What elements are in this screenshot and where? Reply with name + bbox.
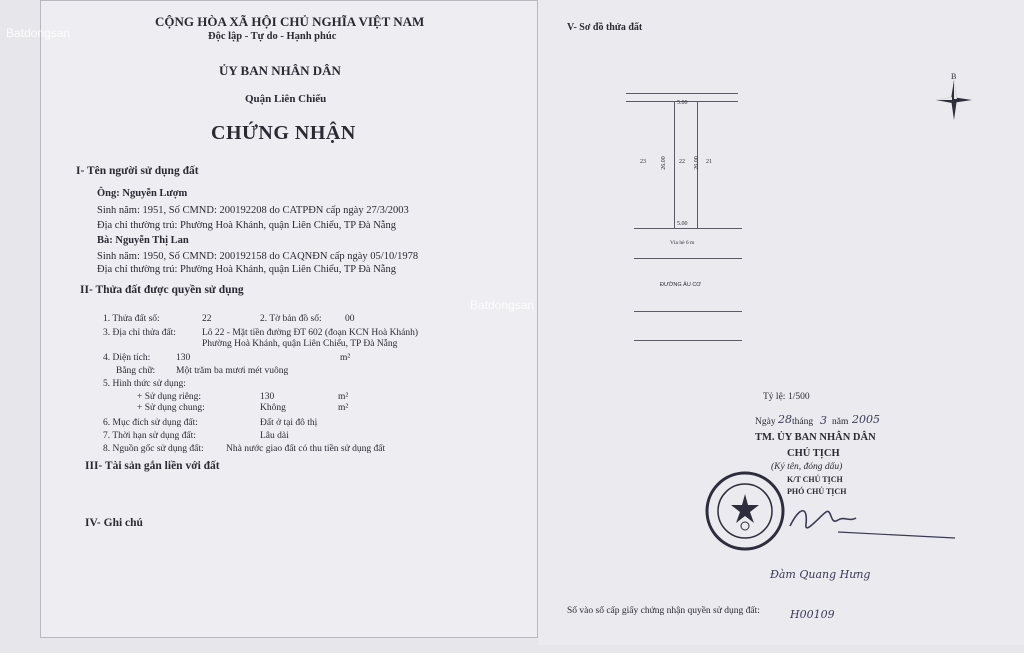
address-label: 3. Địa chỉ thửa đất:: [103, 328, 176, 338]
section-5-heading: V- Sơ đồ thửa đất: [567, 22, 643, 33]
country-header: CỘNG HÒA XÃ HỘI CHỦ NGHĨA VIỆT NAM: [155, 14, 425, 29]
sidewalk-label: Vỉa hè 6 m: [670, 240, 695, 246]
sidewalk-edge: [634, 258, 742, 259]
address-line1: Lô 22 - Mặt tiền đường ĐT 602 (đoạn KCN Hoà Khánh): [202, 328, 419, 338]
term-value: Lâu dài: [260, 431, 289, 441]
scale-value: 1/500: [788, 392, 810, 402]
origin-label: 8. Nguồn gốc sử dụng đất:: [103, 444, 204, 454]
motto: Độc lập - Tự do - Hạnh phúc: [208, 31, 337, 42]
dim-top: 5.00: [677, 100, 688, 106]
handwritten-role-1: K/T CHỦ TỊCH: [787, 475, 843, 484]
owner1-birth: Sinh năm: 1951, Số CMND: 200192208 do CATPĐN cấp ngày 27/3/2003: [97, 205, 409, 216]
lot-left-number: 23: [640, 159, 646, 165]
section-4-heading: IV- Ghi chú: [85, 517, 143, 529]
registry-number: H00109: [790, 608, 835, 621]
committee-title: ỦY BAN NHÂN DÂN: [219, 63, 341, 78]
owner2-birth: Sinh năm: 1950, Số CMND: 200192158 do CAQNĐN cấp ngày 05/10/1978: [97, 251, 419, 262]
private-use-unit: m²: [338, 392, 349, 402]
registry-label: Số vào sổ cấp giấy chứng nhận quyền sử dụng đất:: [567, 606, 760, 616]
dim-left: 26.00: [660, 156, 667, 170]
dim-bottom: 5.00: [677, 221, 688, 227]
purpose-value: Đất ở tại đô thị: [260, 418, 318, 428]
area-label: 4. Diện tích:: [103, 353, 151, 363]
date-month: 3: [820, 414, 827, 427]
date-year-label: năm: [832, 417, 849, 427]
lot-center-number: 22: [679, 159, 685, 165]
lot-right-number: 21: [706, 159, 712, 165]
signature-note: (Ký tên, đóng dấu): [771, 462, 843, 472]
area-words: Một trăm ba mươi mét vuông: [176, 366, 289, 376]
date-prefix: Ngày: [755, 417, 776, 427]
watermark-center: Batdongsan: [470, 298, 535, 312]
owner2-name: Bà: Nguyễn Thị Lan: [97, 235, 189, 246]
use-form-label: 5. Hình thức sử dụng:: [103, 379, 186, 389]
area-value: 130: [176, 353, 191, 363]
signature-org: TM. ỦY BAN NHÂN DÂN: [755, 432, 876, 443]
common-use-unit: m²: [338, 403, 349, 413]
signer-name: Đàm Quang Hưng: [770, 568, 871, 581]
area-words-label: Bằng chữ:: [116, 366, 156, 376]
owner2-address: Địa chỉ thường trú: Phường Hoà Khánh, quận Liên Chiểu, TP Đà Nẵng: [97, 264, 396, 275]
owner1-address: Địa chỉ thường trú: Phường Hoà Khánh, quận Liên Chiểu, TP Đà Nẵng: [97, 220, 396, 231]
map-label: 2. Tờ bản đồ số:: [260, 314, 322, 324]
section-3-heading: III- Tài sản gắn liền với đất: [85, 460, 220, 472]
common-use-value: Không: [260, 403, 286, 413]
date-day: 28: [778, 413, 792, 426]
owner1-name: Ông: Nguyễn Lượm: [97, 188, 188, 199]
road-edge-top: [634, 311, 742, 312]
private-use-value: 130: [260, 392, 275, 402]
dim-right: 26.00: [693, 156, 700, 170]
date-year: 2005: [852, 413, 880, 426]
purpose-label: 6. Mục đích sử dụng đất:: [103, 418, 198, 428]
map-value: 00: [345, 314, 355, 324]
parcel-front-boundary: [634, 228, 742, 229]
common-use-label: + Sử dụng chung:: [137, 403, 205, 413]
private-use-label: + Sử dụng riêng:: [137, 392, 202, 402]
parcel-value: 22: [202, 314, 212, 324]
section-2-heading: II- Thửa đất được quyền sử dụng: [80, 284, 244, 296]
area-unit: m²: [340, 353, 351, 363]
district-name: Quận Liên Chiểu: [245, 93, 327, 105]
compass-north-label: B: [951, 72, 957, 81]
parcel-label: 1. Thửa đất số:: [103, 314, 160, 324]
section-1-heading: I- Tên người sử dụng đất: [76, 165, 199, 177]
handwritten-role-2: PHÓ CHỦ TỊCH: [787, 487, 847, 496]
term-label: 7. Thời hạn sử dụng đất:: [103, 431, 196, 441]
address-line2: Phường Hoà Khánh, quận Liên Chiểu, TP Đà Nẵng: [202, 339, 398, 349]
signature-scribble-icon: [780, 496, 960, 544]
road-edge-bottom: [634, 340, 742, 341]
official-seal-icon: [704, 470, 786, 552]
document-title: CHỨNG NHẬN: [211, 122, 356, 144]
date-month-label: tháng: [792, 417, 814, 427]
scale-label: Tỷ lệ:: [763, 392, 786, 402]
origin-value: Nhà nước giao đất có thu tiền sử dụng đất: [226, 444, 386, 454]
parcel-left-boundary: [674, 101, 675, 228]
signature-title: CHỦ TỊCH: [787, 448, 840, 459]
watermark-top: Batdongsan: [6, 26, 71, 40]
road-label: ĐƯỜNG ÂU CƠ: [660, 282, 702, 288]
